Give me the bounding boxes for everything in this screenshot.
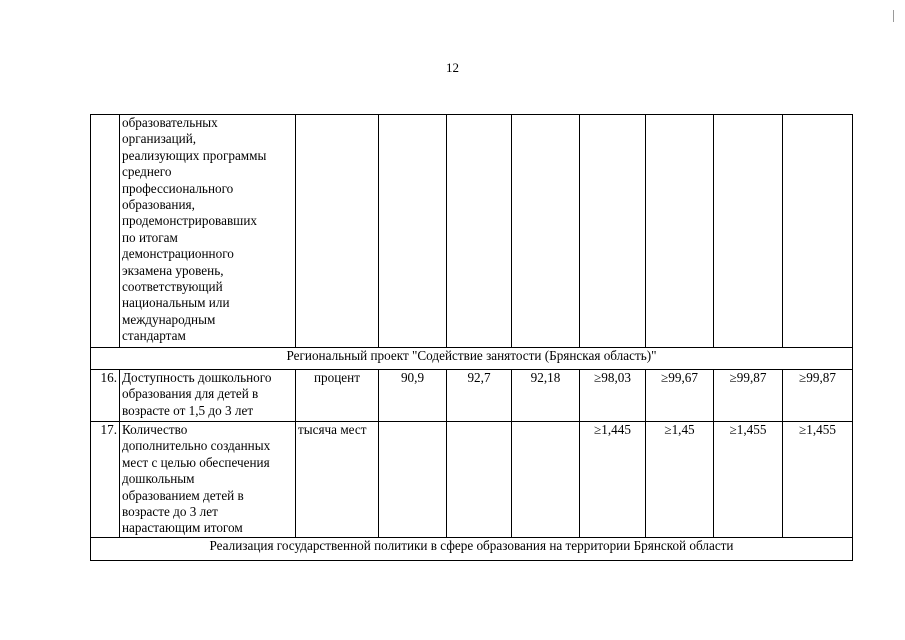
value-cell: 92,7 <box>447 370 512 422</box>
section-title: Региональный проект "Содействие занятости (Брянская область)" <box>91 348 853 370</box>
value-cell: ≥99,67 <box>646 370 714 422</box>
indicator-description: образовательных организаций, реализующих программы среднего профессионального образования, продемонстрировавших по итогам демонстрационного экзамена уровень, соответствующий национальным или международным стандартам <box>120 115 296 348</box>
value-cell: ≥1,45 <box>646 422 714 538</box>
table-row-16 <box>91 370 853 422</box>
value-cell <box>379 422 447 538</box>
unit-cell: тысяча мест <box>296 422 379 538</box>
value-cell <box>783 115 853 348</box>
value-cell: ≥1,455 <box>714 422 783 538</box>
row-number: 16. <box>91 370 120 422</box>
indicator-description: Количество дополнительно созданных мест с целью обеспечения дошкольным образованием детей в возрасте до 3 лет нарастающим итогом <box>120 422 296 538</box>
row-number: 17. <box>91 422 120 538</box>
value-cell <box>580 115 646 348</box>
value-cell: ≥1,445 <box>580 422 646 538</box>
value-cell <box>379 115 447 348</box>
scan-edge-mark <box>893 10 894 22</box>
value-cell: ≥1,455 <box>783 422 853 538</box>
value-cell: ≥98,03 <box>580 370 646 422</box>
value-cell: ≥99,87 <box>714 370 783 422</box>
page-number: 12 <box>446 60 459 75</box>
section-row-regional-project <box>91 348 853 370</box>
value-cell: ≥99,87 <box>783 370 853 422</box>
value-cell <box>447 422 512 538</box>
value-cell <box>714 115 783 348</box>
table-row-17 <box>91 422 853 538</box>
indicator-description: Доступность дошкольного образования для детей в возрасте от 1,5 до 3 лет <box>120 370 296 422</box>
unit-cell <box>296 115 379 348</box>
section-title: Реализация государственной политики в сфере образования на территории Брянской области <box>91 537 853 560</box>
table-row-continued <box>91 115 853 348</box>
value-cell: 92,18 <box>512 370 580 422</box>
section-row-state-policy <box>91 537 853 560</box>
value-cell <box>447 115 512 348</box>
value-cell <box>512 422 580 538</box>
value-cell <box>646 115 714 348</box>
value-cell <box>512 115 580 348</box>
unit-cell: процент <box>296 370 379 422</box>
indicators-table <box>90 114 853 561</box>
row-number-cell <box>91 115 120 348</box>
value-cell: 90,9 <box>379 370 447 422</box>
